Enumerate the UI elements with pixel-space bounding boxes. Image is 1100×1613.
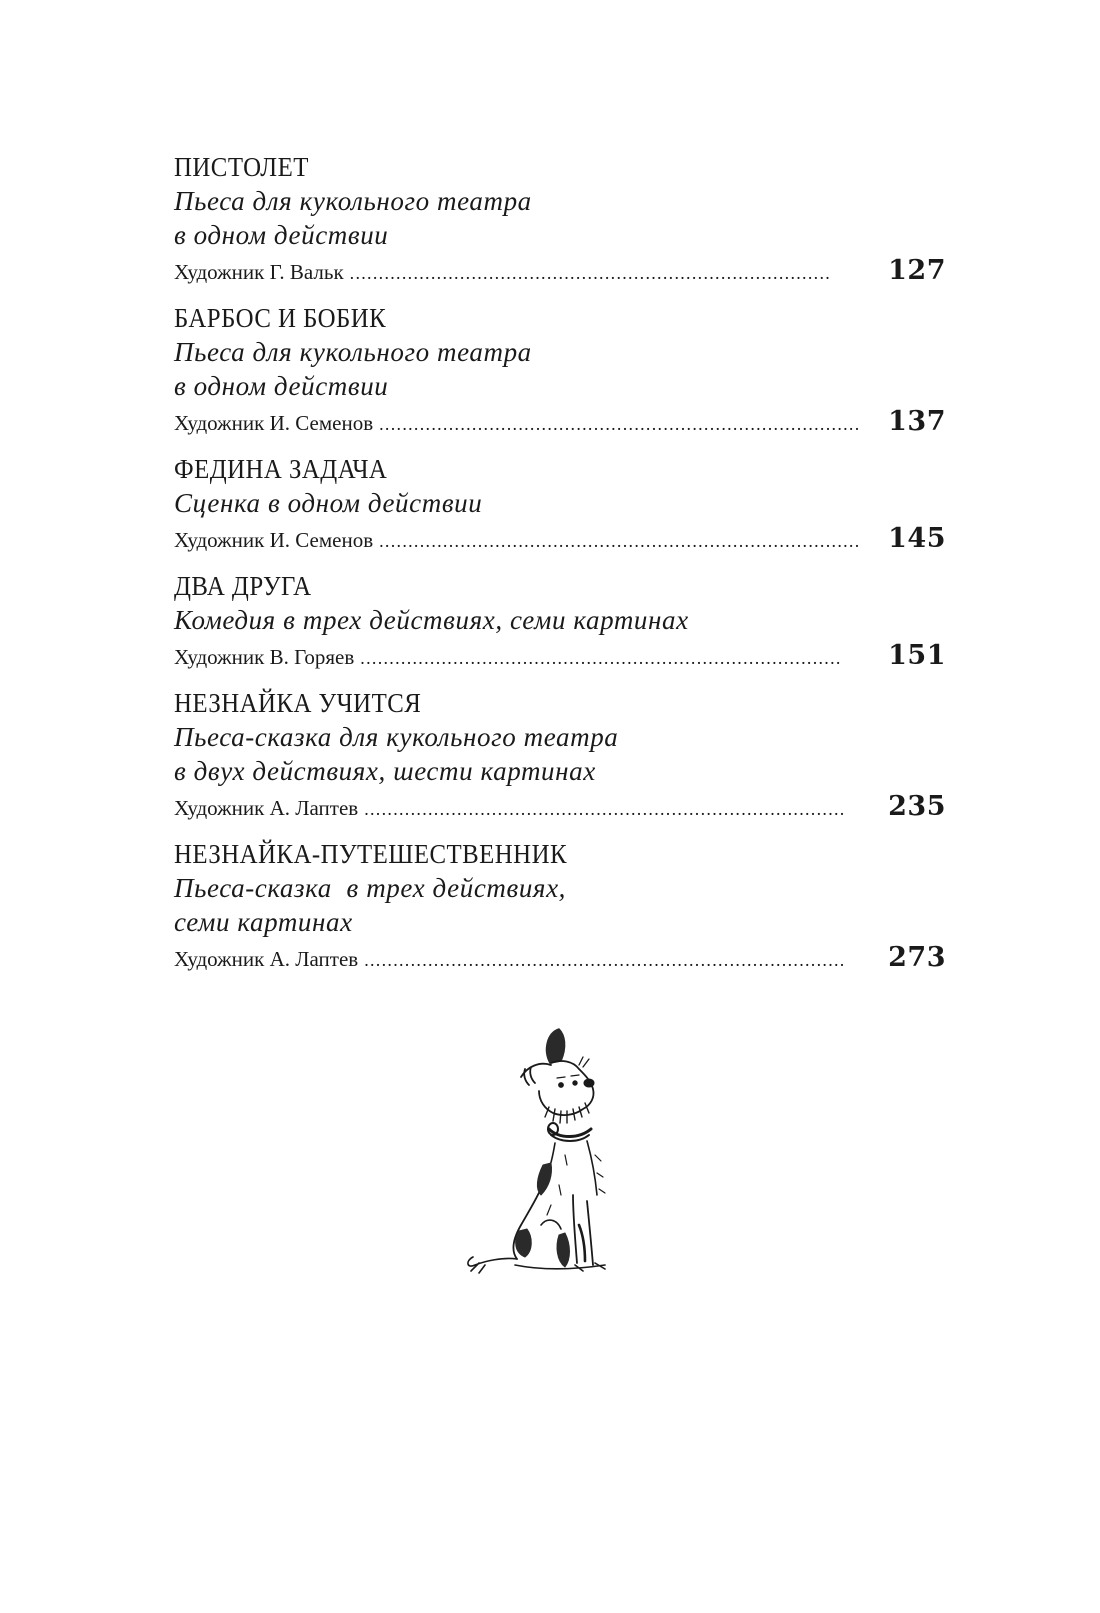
table-of-contents [174,150,946,988]
entry-artist-line [174,254,946,290]
entry-artist-line [174,405,946,441]
entry-subtitle: Пьеса для кукольного театра [174,337,532,367]
entry-page-number: 127 [888,255,946,286]
toc-entry [174,837,946,977]
entry-artist: Художник И. Семенов [174,411,374,435]
sitting-dog-illustration-icon [455,1025,625,1275]
entry-subtitle: Пьеса-сказка в трех действиях, [174,873,567,903]
entry-artist: Художник В. Горяев [174,645,355,669]
entry-title: ПИСТОЛЕТ [174,152,309,182]
dot-leader [364,792,874,826]
entry-subtitle: Пьеса для кукольного театра [174,186,532,216]
entry-artist: Художник И. Семенов [174,528,374,552]
entry-artist-line [174,639,946,675]
entry-artist: Художник А. Лаптев [174,947,359,971]
entry-page-number: 151 [888,640,946,671]
dot-leader [350,256,874,290]
entry-title: БАРБОС И БОБИК [174,303,387,333]
entry-subtitle: Пьеса-сказка для кукольного театра [174,722,619,752]
dot-leader [379,407,874,441]
toc-entry [174,301,946,441]
entry-subtitle: в одном действии [174,371,389,401]
entry-artist-line [174,790,946,826]
toc-entry [174,686,946,826]
dot-leader [360,641,874,675]
entry-artist-line [174,522,946,558]
entry-page-number: 145 [888,523,946,554]
entry-artist-line [174,941,946,977]
entry-artist: Художник Г. Вальк [174,260,344,284]
entry-subtitle: Комедия в трех действиях, семи картинах [174,605,689,635]
toc-entry [174,452,946,558]
entry-title: ДВА ДРУГА [174,571,312,601]
entry-subtitle: в одном действии [174,220,389,250]
entry-title: ФЕДИНА ЗАДАЧА [174,454,388,484]
entry-subtitle: семи картинах [174,907,353,937]
entry-subtitle: Сценка в одном действии [174,488,483,518]
entry-title: НЕЗНАЙКА-ПУТЕШЕСТВЕННИК [174,839,568,869]
entry-page-number: 137 [888,406,946,437]
toc-entry [174,150,946,290]
dot-leader [379,524,874,558]
entry-title: НЕЗНАЙКА УЧИТСЯ [174,688,422,718]
dot-leader [364,943,874,977]
entry-subtitle: в двух действиях, шести картинах [174,756,596,786]
entry-page-number: 235 [888,791,946,822]
entry-page-number: 273 [888,942,946,973]
entry-artist: Художник А. Лаптев [174,796,359,820]
toc-entry [174,569,946,675]
